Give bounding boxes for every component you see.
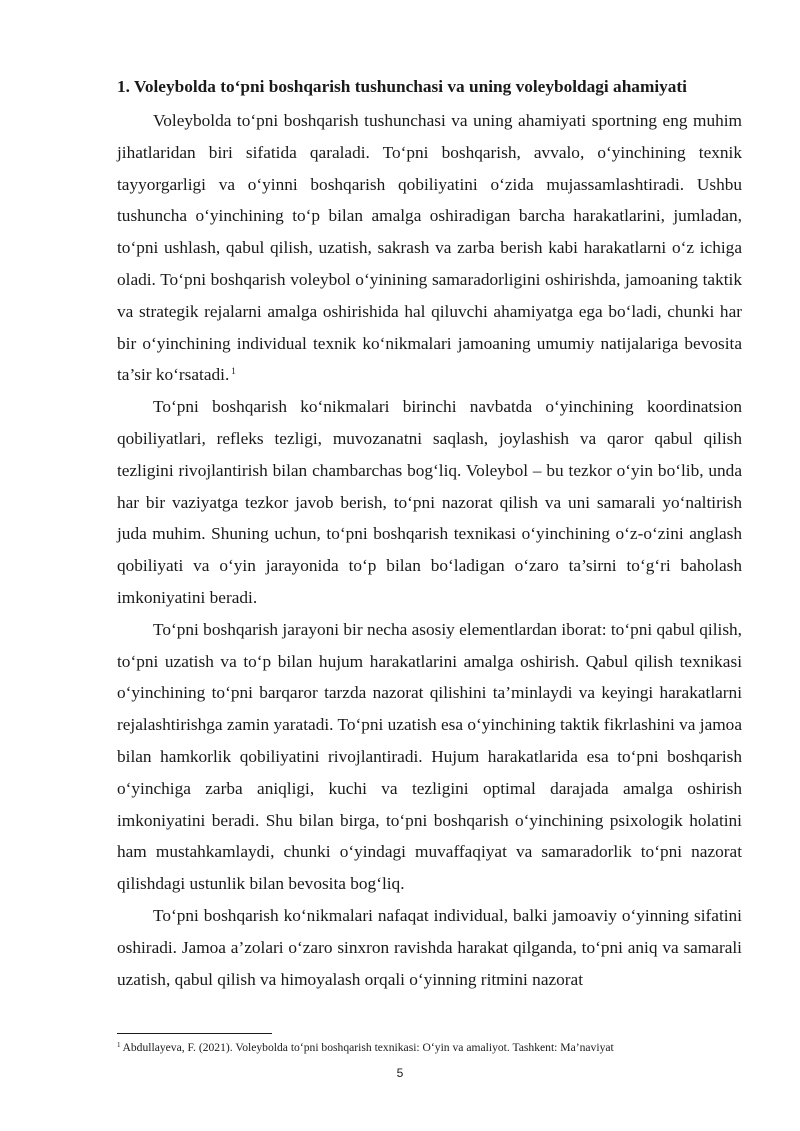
footnote-marker: 1 — [117, 1041, 121, 1049]
section-heading: 1. Voleybolda to‘pni boshqarish tushunchasi va uning voleyboldagi ahamiyati — [117, 77, 687, 96]
footnote-divider — [117, 1033, 272, 1034]
paragraph-1-text: Voleybolda to‘pni boshqarish tushunchasi va uning ahamiyati sportning eng muhim jihatlaridan biri sifatida qaraladi. To‘pni boshqarish, avvalo, o‘yinchining texnik tayyorgarligi va o‘yinni boshqarish qobiliyatini o‘zida mujassamlashtiradi. Ushbu tushuncha o‘yinchining to‘p bilan amalga oshiradigan barcha harakatlarini, jumladan, to‘pni ushlash, qabul qilish, uzatish, sakrash va zarba berish kabi harakatlarni o‘z ichiga oladi. To‘pni boshqarish voleybol o‘yinining samaradorligini oshirishda, jamoaning taktik va strategik rejalarni amalga oshirishida hal qiluvchi ahamiyatga ega bo‘ladi, chunki har bir o‘yinchining individual texnik ko‘nikmalari jamoaning umumiy natijalariga bevosita ta’sir ko‘rsatadi. — [117, 111, 742, 385]
page-number: 5 — [396, 1066, 404, 1080]
paragraph-1 — [117, 105, 742, 391]
body-text — [117, 105, 742, 995]
paragraph-3: To‘pni boshqarish jarayoni bir necha asosiy elementlardan iborat: to‘pni qabul qilish, to‘pni uzatish va to‘p bilan hujum harakatlarini amalga oshirish. Qabul qilish texnikasi o‘yinchining to‘pni barqaror tarzda nazorat qilishini ta’minlaydi va keyingi harakatlarni rejalashtirishga zamin yaratadi. To‘pni uzatish esa o‘yinchining taktik fikrlashini va jamoa bilan hamkorlik qobiliyatini rivojlantiradi. Hujum harakatlarida esa to‘pni boshqarish o‘yinchiga zarba aniqligi, kuchi va tezligini optimal darajada amalga oshirish imkoniyatini beradi. Shu bilan birga, to‘pni boshqarish o‘yinchining psixologik holatini ham mustahkamlaydi, chunki o‘yindagi muvaffaqiyat va samaradorlik to‘pni nazorat qilishdagi ustunlik bilan bevosita bog‘liq. — [117, 619, 742, 894]
paragraph-2: To‘pni boshqarish ko‘nikmalari birinchi navbatda o‘yinchining koordinatsion qobiliyatlari, refleks tezligi, muvozanatni saqlash, joylashish va qaror qabul qilish tezligini rivojlantirish bilan chambarchas bog‘liq. Voleybol – bu tezkor o‘yin bo‘lib, unda har bir vaziyatga tezkor javob berish, to‘pni nazorat qilish va uni samarali yo‘naltirish juda muhim. Shuning uchun, to‘pni boshqarish texnikasi o‘yinchining o‘z-o‘zini anglash qobiliyati va o‘yin jarayonida to‘p bilan bo‘ladigan o‘zaro ta’sirni to‘g‘ri baholash imkoniyatini beradi. — [117, 397, 742, 607]
footnote-reference[interactable]: 1 — [231, 366, 236, 377]
paragraph-4: To‘pni boshqarish ko‘nikmalari nafaqat individual, balki jamoaviy o‘yinning sifatini oshiradi. Jamoa a’zolari o‘zaro sinxron ravishda harakat qilganda, to‘pni aniq va samarali uzatish, qabul qilish va himoyalash orqali o‘yinning ritmini nazorat — [117, 905, 742, 989]
footnote — [117, 1040, 742, 1056]
footnote-text: Abdullayeva, F. (2021). Voleybolda to‘pni boshqarish texnikasi: O‘yin va amaliyot. Tashkent: Ma’naviyat — [122, 1041, 614, 1054]
